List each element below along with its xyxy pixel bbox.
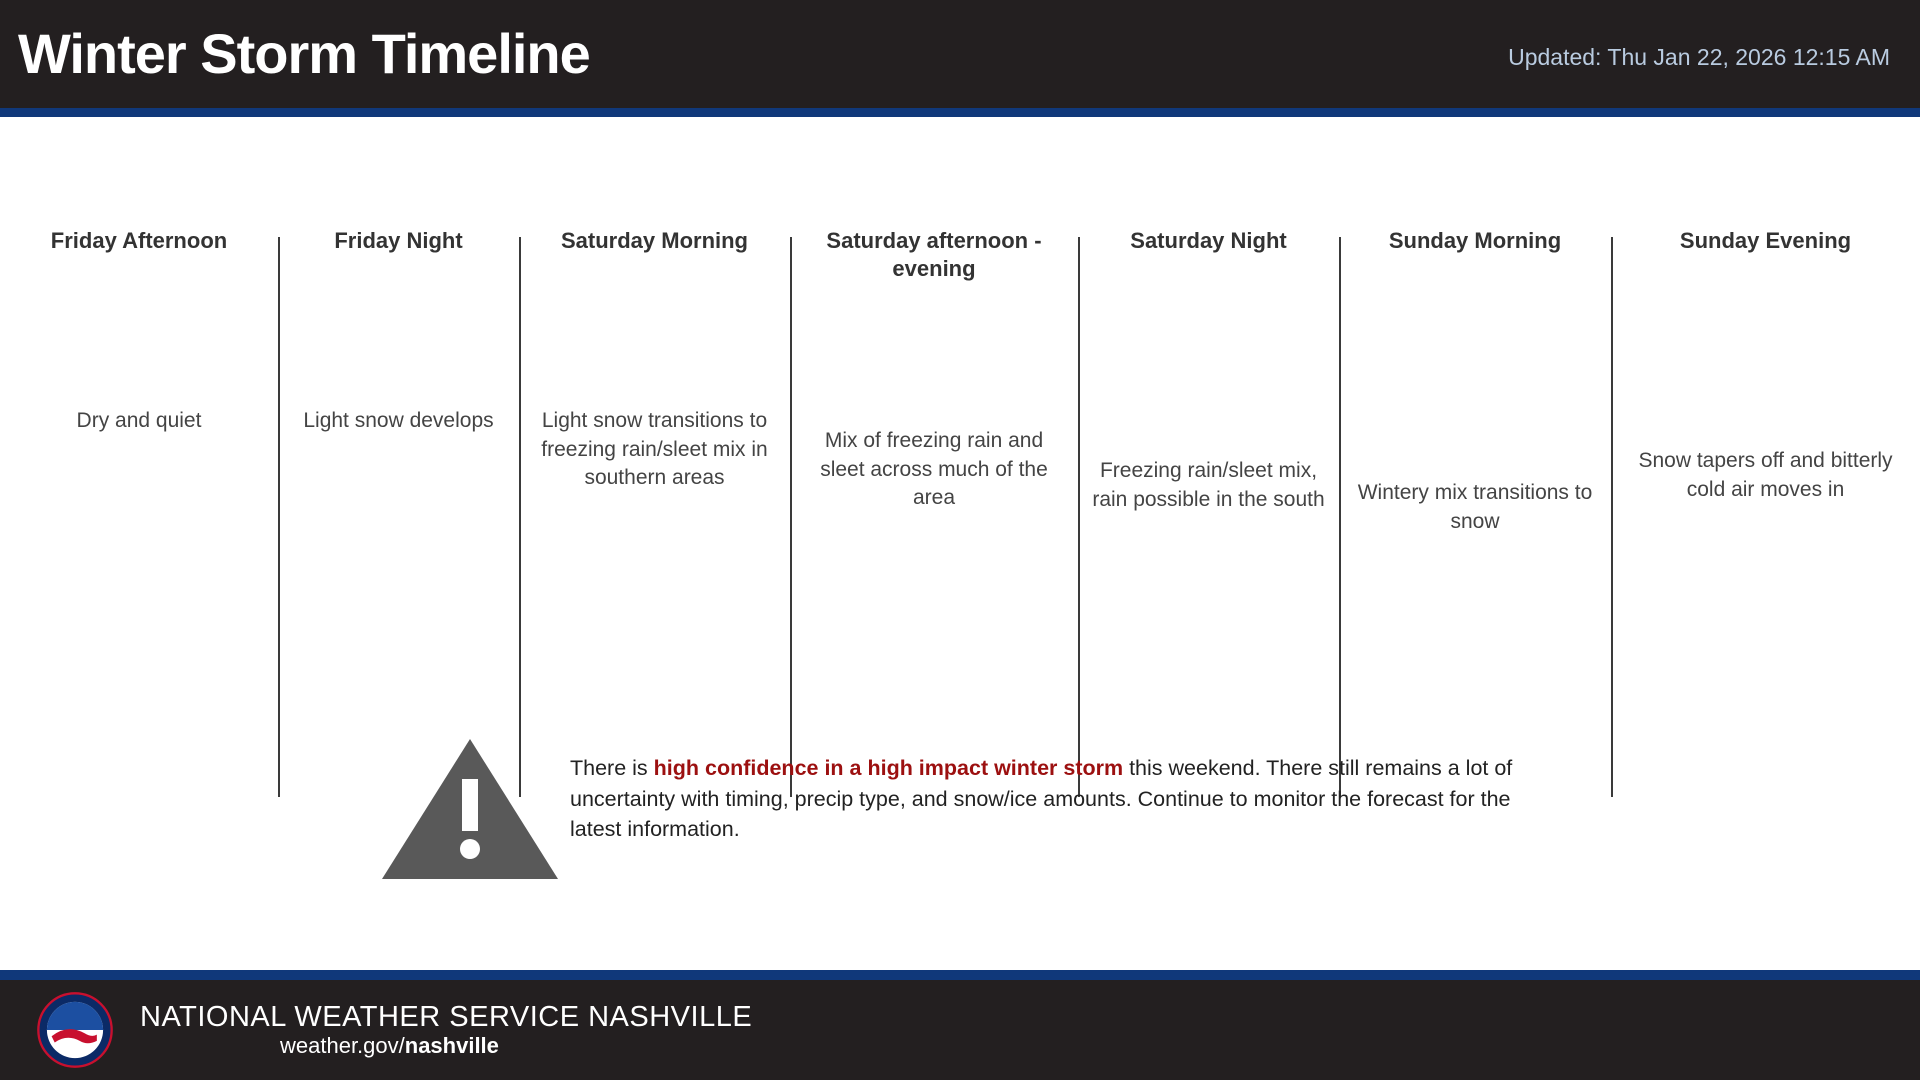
period-description: Freezing rain/sleet mix, rain possible in the south [1092, 459, 1325, 511]
footer-accent-rule [0, 970, 1920, 980]
timeline-period-sunday-morning [1339, 117, 1611, 677]
warning-triangle-icon [380, 735, 560, 883]
period-description: Mix of freezing rain and sleet across much of the area [820, 429, 1048, 510]
confidence-text-emphasis: high confidence in a high impact winter storm [653, 756, 1124, 780]
period-description: Dry and quiet [76, 409, 202, 432]
period-description: Wintery mix transitions to snow [1357, 481, 1593, 533]
timeline-period-sunday-evening [1611, 117, 1920, 677]
timeline-period-saturday-night [1078, 117, 1339, 677]
footer-text [140, 1001, 752, 1060]
column-divider [519, 237, 521, 797]
footer-office-name: NATIONAL WEATHER SERVICE NASHVILLE [140, 1000, 753, 1033]
period-description: Light snow develops [303, 409, 494, 432]
updated-timestamp: Updated: Thu Jan 22, 2026 12:15 AM [1508, 43, 1890, 70]
period-label: Saturday Night [1130, 228, 1287, 253]
page-title: Winter Storm Timeline [18, 22, 590, 85]
period-label: Friday Night [334, 228, 463, 253]
nws-logo-icon [36, 991, 114, 1069]
timeline [0, 117, 1920, 677]
timeline-columns [0, 117, 1920, 677]
period-label: Sunday Evening [1679, 228, 1852, 253]
column-divider [1611, 237, 1613, 797]
column-divider [1078, 237, 1080, 797]
column-divider [790, 237, 792, 797]
confidence-callout [380, 735, 1540, 895]
header-bar [0, 0, 1920, 108]
period-label: Saturday Morning [560, 228, 748, 253]
timeline-period-friday-night [278, 117, 519, 677]
timeline-period-saturday-morning [519, 117, 790, 677]
timeline-period-saturday-afternoon-evening [790, 117, 1078, 677]
period-description: Snow tapers off and bitterly cold air moves in [1638, 449, 1893, 501]
confidence-text-before: There is [570, 756, 654, 780]
footer-website[interactable] [140, 1033, 752, 1059]
period-description: Light snow transitions to freezing rain/sleet mix in southern areas [541, 409, 768, 490]
footer-bar [0, 980, 1920, 1080]
column-divider [278, 237, 280, 797]
period-label: Sunday Morning [1388, 228, 1562, 253]
confidence-text [570, 753, 1535, 845]
timeline-period-friday-afternoon [0, 117, 278, 677]
period-label: Friday Afternoon [50, 228, 228, 253]
confidence-text-after: this weekend. There still remains a lot of uncertainty with timing, precip type, and snow/ice amounts. Continue to monitor the forecast for the latest information. [570, 756, 1513, 842]
footer-website-prefix: weather.gov/ [280, 1033, 405, 1059]
period-label: Saturday afternoon - evening [826, 228, 1042, 281]
footer-website-bold: nashville [404, 1033, 499, 1059]
header-accent-rule [0, 108, 1920, 117]
